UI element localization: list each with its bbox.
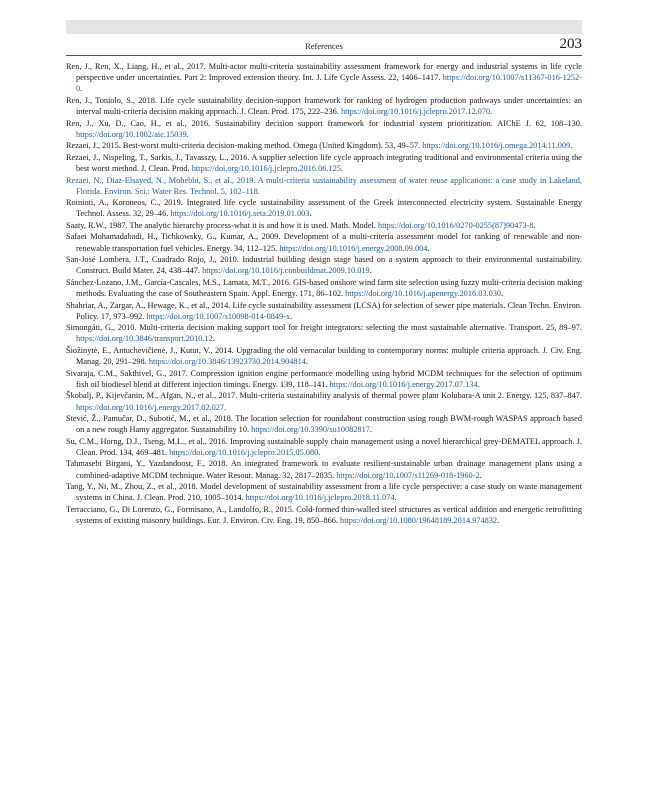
reference-item — [66, 345, 582, 367]
page-number: 203 — [559, 36, 582, 52]
reference-tail: . — [479, 470, 482, 480]
reference-item — [66, 458, 582, 480]
reference-text: Safaei Mohamadabadi, H., Tichkowsky, G., Kumar, A., 2009. Development of a multi-criteria assessment model for ranking of renewable and non-renewable transportation fuel vehicles. Energy. 34, 112–125. — [66, 232, 582, 253]
reference-item — [66, 413, 582, 435]
doi-link[interactable]: https://doi.org/10.1016/0270-0255(87)90473-8 — [377, 220, 534, 230]
reference-tail: . — [394, 493, 397, 503]
doi-link[interactable]: https://doi.org/10.3390/su10082817 — [251, 425, 370, 435]
reference-text: Sivaraja, C.M., Sakthivel, G., 2017. Compression ignition engine performance modelling using hybrid MCDM techniques for the selection of optimum fish oil biodiesel blend at different injection timings. Energy. 139, 118–141. — [66, 368, 582, 389]
reference-item — [66, 61, 582, 95]
reference-item — [66, 231, 582, 253]
reference-text: Ren, J., Toniolo, S., 2018. Life cycle sustainability decision-support framework for ranking of hydrogen production pathways under uncertainties: an interval multi-criteria decision making approach. J. Clean. Prod. 175, 222–236. — [66, 95, 582, 117]
reference-text: Saaty, R.W., 1987. The analytic hierarchy process-what it is and how it is used. Math. Model. — [66, 220, 378, 230]
reference-text: Su, C.M., Horng, D.J., Tseng, M.L., et al., 2016. Improving sustainable supply chain management using a novel hierarchical grey-DEMATEL approach. J. Clean. Prod. 134, 469–481. — [66, 436, 582, 457]
reference-text: Tahmasebi Birgani, Y., Yazdandoost, F., 2018. An integrated framework to evaluate resilient-sustainable urban drainage management plans using a combined-adaptive MCDM technique. Water Resour. Manag. 32, 2817–2835. — [66, 459, 582, 480]
reference-tail: . — [533, 220, 536, 230]
reference-item — [66, 504, 582, 526]
doi-link[interactable]: https://doi.org/10.1016/j.omega.2014.11.009 — [422, 141, 571, 151]
reference-item — [66, 436, 582, 458]
doi-link[interactable]: https://doi.org/10.1016/j.jclepro.2017.12.070 — [340, 107, 491, 117]
reference-text: Škobalj, P., Kijevčanin, M., Afgan, N., et al., 2017. Multi-criteria sustainability analysis of thermal power plant Kolubara-A unit 2. Energy. 125, 837–847. — [66, 391, 582, 401]
reference-tail: . — [309, 209, 312, 219]
reference-tail: . — [501, 289, 504, 299]
reference-tail: . — [497, 516, 500, 526]
reference-text: Tang, Y., Ni, M., Zhou, Z., et al., 2018. Model development of sustainability assessment from a life cycle perspective: a case study on waste management systems in China. J. Clean. Prod. 210, 1005–1014. — [66, 482, 582, 503]
doi-link[interactable]: https://doi.org/10.1016/j.energy.2017.07.134 — [329, 379, 478, 389]
reference-tail: . — [369, 425, 372, 435]
doi-link[interactable]: https://doi.org/10.1007/s11367-016-1252-0 — [76, 73, 582, 94]
running-title: References — [305, 41, 343, 51]
reference-text: Ren, J., Ren, X., Liang, H., et al., 2017. Multi-actor multi-criteria sustainability assessment framework for energy and industrial systems in life cycle perspective under uncertainties. Part 2: Improved extension theory. Int. J. Life Cycle Assess. 22, 1406–1417. — [66, 62, 582, 83]
reference-text: Šiožinytė, E., Antuchevičienė, J., Kutut, V., 2014. Upgrading the old vernacular building to contemporary norms: multiple criteria approach. J. Civ. Eng. Manag. 20, 291–298. — [66, 345, 582, 367]
reference-text: Roinioti, A., Koroneos, C., 2019. Integrated life cycle sustainability assessment of the Greek interconnected electricity system. Sustainable Energy Technol. Assess. 32, 29–46. — [66, 198, 582, 219]
doi-link[interactable]: https://doi.org/10.1016/j.jclepro.2015.05.080 — [169, 447, 319, 457]
reference-text: Shahriar, A., Zargar, A., Hewage, K., et al., 2014. Life cycle sustainability assessment (LCSA) for selection of sewer pipe materials. Clean Techn. Environ. Policy. 17, 973–992. — [66, 300, 582, 321]
reference-tail: . — [490, 107, 493, 117]
reference-tail: . — [340, 164, 343, 174]
reference-tail: . — [212, 334, 215, 344]
reference-item — [66, 481, 582, 503]
doi-link[interactable]: https://doi.org/10.1002/aic.15039 — [76, 129, 187, 139]
reference-tail: . — [369, 266, 372, 276]
doi-link[interactable]: https://doi.org/10.1007/s11269-018-1960-2 — [336, 470, 480, 480]
reference-text: Rezaei, N., Diaz-Elsayed, N., Mohebbi, S., et al., 2019. A multi-criteria sustainability assessment of water reuse applications: a case study in Lakeland, Florida. Environ. Sci.: Water Res. Technol. 5, 102–118. — [66, 175, 582, 196]
reference-text: Simongáti, G., 2010. Multi-criteria decision making support tool for freight integrators: selecting the most sustainable alternative. Transport. 25, 89–97. — [66, 323, 582, 333]
reference-tail: . — [477, 379, 480, 389]
doi-link[interactable]: https://doi.org/10.1007/s10098-014-0849-x — [146, 311, 291, 321]
doi-link[interactable]: https://doi.org/10.1016/j.conbuildmat.2009.10.019 — [202, 266, 370, 276]
reference-item — [66, 152, 582, 174]
reference-item — [66, 390, 582, 412]
reference-tail: . — [290, 311, 293, 321]
reference-text: San-José Lombera, J.T., Cuadrado Rojo, J., 2010. Industrial building design stage based on a system approach to their environmental sustainability. Construct. Build Mater. 24, 438–447. — [66, 255, 582, 276]
reference-tail: . — [224, 402, 227, 412]
reference-item — [66, 300, 582, 322]
doi-link[interactable]: https://doi.org/10.1080/19648189.2014.974832 — [340, 516, 498, 526]
reference-tail: . — [305, 357, 308, 367]
doi-link[interactable]: https://doi.org/10.1016/j.energy.2008.09.004 — [279, 243, 428, 253]
reference-item — [66, 368, 582, 390]
reference-text: Ren, J., Xu, D., Cao, H., et al., 2016. Sustainability decision support framework for industrial system prioritization. AIChE J. 62, 108–130. — [66, 118, 582, 128]
doi-link[interactable]: https://doi.org/10.3846/13923730.2014.904814 — [148, 357, 306, 367]
doi-link[interactable]: https://doi.org/10.1016/j.seta.2019.01.003 — [170, 209, 310, 219]
reference-item — [66, 175, 582, 197]
doi-link[interactable]: https://doi.org/10.1016/j.apenergy.2016.03.030 — [345, 289, 502, 299]
reference-tail: . — [80, 84, 83, 94]
reference-item — [66, 254, 582, 276]
reference-text: Terracciano, G., Di Lorenzo, G., Formisano, A., Landolfo, R., 2015. Cold-formed thin-walled steel structures as vertical addition and energetic retrofitting systems of existing masonry buildings. Eur. J. Environ. Civ. Eng. 19, 850–866. — [66, 504, 582, 526]
header-bar — [66, 20, 582, 34]
doi-link[interactable]: https://doi.org/10.1016/j.jclepro.2016.06.125 — [191, 164, 341, 174]
reference-text: Rezaei, J., Nispeling, T., Sarkis, J., Tavasszy, L., 2016. A supplier selection life cycle approach integrating traditional and environmental criteria using the best worst method. J. Clean. Prod. — [66, 152, 582, 174]
reference-item — [66, 95, 582, 117]
reference-tail: . — [570, 141, 573, 151]
reference-item — [66, 140, 582, 151]
reference-tail: . — [427, 243, 430, 253]
reference-tail: . — [318, 447, 321, 457]
reference-item — [66, 220, 582, 231]
running-head — [66, 35, 582, 56]
doi-link[interactable]: https://doi.org/10.3846/transport.2010.12 — [76, 334, 213, 344]
reference-item — [66, 197, 582, 219]
doi-link[interactable]: https://doi.org/10.1016/j.energy.2017.02.027 — [76, 402, 225, 412]
reference-item — [66, 322, 582, 344]
reference-item — [66, 277, 582, 299]
reference-tail: . — [186, 129, 189, 139]
reference-text: Sánchez-Lozano, J.M., García-Cascales, M.S., Lamata, M.T., 2016. GIS-based onshore wind farm site selection using fuzzy multi-criteria decision making methods. Evaluating the case of Southeastern Spain. Appl. Energy. 171, 86–102. — [66, 277, 582, 299]
doi-link[interactable]: https://doi.org/10.1016/j.jclepro.2018.11.074 — [245, 493, 395, 503]
reference-list — [66, 61, 582, 527]
reference-text: Rezaei, J., 2015. Best-worst multi-criteria decision-making method. Omega (United Kingdom). 53, 49–57. — [66, 141, 423, 151]
reference-item — [66, 118, 582, 140]
reference-text: Stević, Ž., Pamučar, D., Subotić, M., et al., 2018. The location selection for roundabout construction using rough BWM-rough WASPAS approach based on a new rough Hamy aggregator. Sustainability 10. — [66, 414, 582, 435]
